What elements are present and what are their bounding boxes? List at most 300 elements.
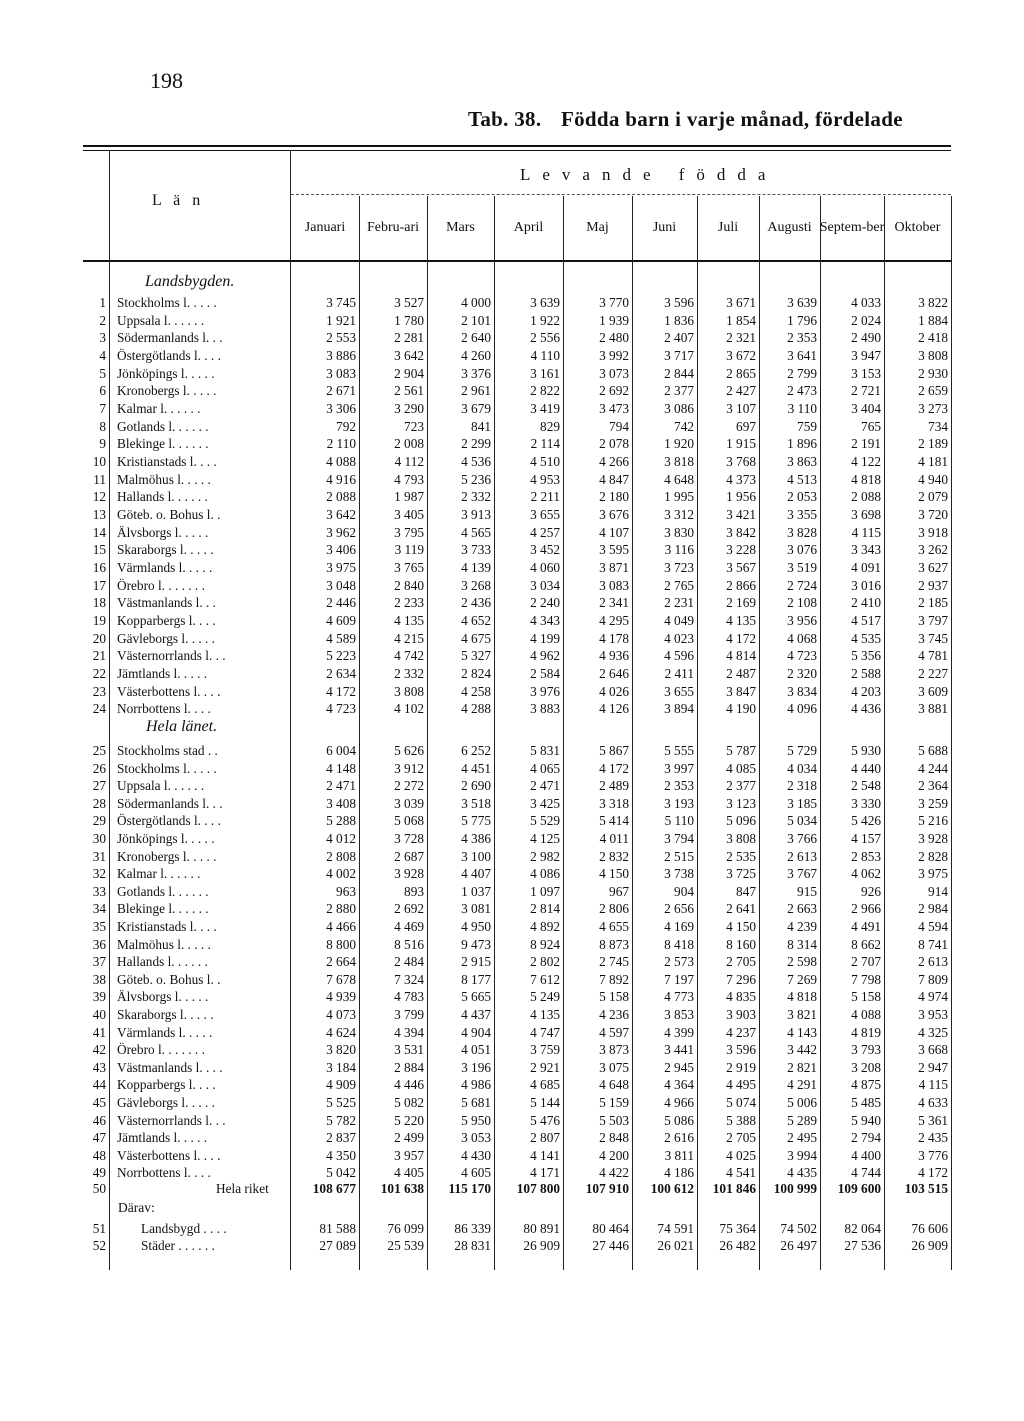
table-row <box>86 647 952 664</box>
table-cell: 4 405 <box>394 1165 424 1181</box>
county-name: Skaraborgs l. . . . . <box>117 1007 214 1022</box>
table-cell: 2 705 <box>726 954 756 970</box>
table-cell: 4 181 <box>918 453 948 469</box>
row-number: 44 <box>92 1077 106 1093</box>
table-row <box>86 400 952 417</box>
county-name: Jämtlands l. . . . . <box>117 665 208 681</box>
table-cell: 3 290 <box>394 400 424 416</box>
table-cell: 4 141 <box>530 1147 560 1163</box>
row-number: 36 <box>92 936 106 952</box>
table-cell: 4 535 <box>851 630 881 646</box>
table-cell: 4 407 <box>461 866 491 882</box>
table-cell: 2 418 <box>918 330 948 346</box>
table-row <box>86 795 952 812</box>
table-cell: 4 430 <box>461 1147 491 1163</box>
table-cell: 4 723 <box>787 648 817 664</box>
table-cell: 2 588 <box>851 665 881 681</box>
table-cell: 2 584 <box>530 665 560 681</box>
table-cell: 4 085 <box>726 760 756 776</box>
table-cell: 3 821 <box>787 1007 817 1022</box>
table-cell: 4 350 <box>326 1147 356 1163</box>
table-cell: 3 161 <box>530 365 560 381</box>
table-row <box>86 312 952 329</box>
table-cell: 5 930 <box>851 743 881 758</box>
top-rule-thin <box>83 150 951 151</box>
table-cell: 3 081 <box>461 901 491 917</box>
table-row <box>86 594 952 611</box>
table-cell: 2 436 <box>461 595 491 611</box>
table-cell: 2 446 <box>326 595 356 611</box>
table-row <box>86 541 952 558</box>
county-name: Landsbygd . . . . <box>141 1221 227 1236</box>
table-cell: 5 525 <box>326 1095 356 1110</box>
table-cell: 4 200 <box>599 1147 629 1163</box>
table-cell: 4 936 <box>599 648 629 664</box>
table-cell: 3 595 <box>599 542 629 558</box>
table-cell: 2 079 <box>918 489 948 505</box>
table-cell: 3 527 <box>394 295 424 310</box>
row-number: 30 <box>92 831 106 846</box>
table-cell: 4 157 <box>851 831 881 846</box>
table-cell: 2 088 <box>326 489 356 505</box>
county-name: Kronobergs l. . . . . <box>117 383 217 399</box>
table-cell: 5 068 <box>394 813 424 829</box>
table-cell: 26 909 <box>523 1238 560 1253</box>
table-cell: 2 320 <box>787 665 817 681</box>
table-row <box>86 612 952 629</box>
table-row <box>86 1041 952 1058</box>
table-cell: 847 <box>736 883 756 899</box>
table-row <box>86 988 952 1005</box>
table-cell: 2 101 <box>461 312 491 328</box>
table-cell: 8 314 <box>787 936 817 952</box>
table-cell: 7 798 <box>851 971 881 987</box>
table-cell: 3 728 <box>394 831 424 846</box>
table-cell: 2 724 <box>787 577 817 593</box>
county-name: Kalmar l. . . . . . <box>117 866 201 882</box>
table-cell: 2 690 <box>461 778 491 794</box>
county-name: Jämtlands l. . . . . <box>117 1130 208 1146</box>
table-cell: 915 <box>797 883 817 899</box>
table-cell: 3 818 <box>664 453 694 469</box>
row-number: 23 <box>92 683 106 699</box>
table-cell: 2 487 <box>726 665 756 681</box>
table-cell: 3 767 <box>787 866 817 882</box>
table-cell: 2 634 <box>326 665 356 681</box>
table-cell: 2 281 <box>394 330 424 346</box>
table-cell: 1 836 <box>664 312 694 328</box>
table-cell: 26 021 <box>657 1238 694 1253</box>
table-cell: 4 916 <box>326 471 356 487</box>
table-cell: 5 476 <box>530 1112 560 1128</box>
county-name: Västmanlands l. . . <box>117 595 216 611</box>
table-cell: 2 806 <box>599 901 629 917</box>
table-cell: 3 776 <box>918 1147 948 1163</box>
section-hela-lanet: Hela länet. <box>146 718 218 735</box>
table-cell: 3 123 <box>726 795 756 811</box>
table-cell: 3 355 <box>787 506 817 522</box>
row-number: 7 <box>99 400 106 416</box>
row-number: 18 <box>92 595 106 611</box>
county-name: Blekinge l. . . . . . <box>117 901 209 917</box>
county-name: Kronobergs l. . . . . <box>117 848 217 864</box>
table-cell: 4 143 <box>787 1024 817 1040</box>
table-cell: 4 025 <box>726 1147 756 1163</box>
table-cell: 4 652 <box>461 612 491 628</box>
page-number: 198 <box>150 68 183 93</box>
table-cell: 4 026 <box>599 683 629 699</box>
row-number: 51 <box>92 1221 106 1236</box>
table-cell: 3 794 <box>664 831 694 846</box>
table-cell: 4 655 <box>599 919 629 934</box>
table-cell: 2 659 <box>918 383 948 399</box>
table-cell: 3 073 <box>599 365 629 381</box>
table-cell: 4 819 <box>851 1024 881 1040</box>
table-row <box>86 1059 952 1076</box>
table-cell: 904 <box>674 883 694 899</box>
table-cell: 3 376 <box>461 365 491 381</box>
table-row <box>86 435 952 452</box>
table-cell: 4 049 <box>664 612 694 628</box>
table-row <box>86 365 952 382</box>
table-cell: 4 510 <box>530 453 560 469</box>
table-cell: 4 818 <box>787 989 817 1005</box>
table-cell: 4 773 <box>664 989 694 1005</box>
table-cell: 8 160 <box>726 936 756 952</box>
table-cell: 82 064 <box>844 1221 881 1236</box>
table-title-text: Födda barn i varje månad, fördelade <box>560 107 903 131</box>
table-cell: 2 598 <box>787 954 817 970</box>
table-cell: 3 830 <box>664 524 694 540</box>
table-cell: 4 747 <box>530 1024 560 1040</box>
table-cell: 3 811 <box>664 1147 694 1163</box>
table-cell: 3 717 <box>664 347 694 363</box>
county-name: Kristianstads l. . . . <box>117 453 217 469</box>
table-cell: 5 249 <box>530 989 560 1005</box>
table-cell: 3 425 <box>530 795 560 811</box>
table-cell: 7 296 <box>726 971 756 987</box>
table-row <box>86 524 952 541</box>
table-cell: 2 919 <box>726 1059 756 1075</box>
table-cell: 1 097 <box>530 883 560 899</box>
table-cell: 27 446 <box>592 1238 629 1253</box>
table-cell: 4 110 <box>530 347 560 363</box>
table-cell: 2 866 <box>726 577 756 593</box>
table-cell: 1 956 <box>726 489 756 505</box>
table-cell: 5 086 <box>664 1112 694 1128</box>
table-cell: 1 922 <box>530 312 560 328</box>
row-number: 17 <box>92 577 106 593</box>
table-cell: 4 190 <box>726 701 756 717</box>
table-cell: 5 426 <box>851 813 881 829</box>
table-cell: 3 766 <box>787 831 817 846</box>
county-name: Västernorrlands l. . . <box>117 1112 226 1128</box>
table-cell: 2 364 <box>918 778 948 794</box>
row-number: 1 <box>99 295 106 310</box>
table-cell: 734 <box>928 418 948 434</box>
table-cell: 2 473 <box>787 383 817 399</box>
row-number: 10 <box>92 453 106 469</box>
table-cell: 3 531 <box>394 1042 424 1058</box>
table-cell: 1 037 <box>461 883 491 899</box>
table-cell: 2 640 <box>461 330 491 346</box>
county-name: Malmöhus l. . . . . <box>117 936 211 952</box>
table-cell: 5 289 <box>787 1112 817 1128</box>
row-number: 16 <box>92 559 106 575</box>
month-header: Juli <box>717 220 739 235</box>
table-cell: 5 356 <box>851 648 881 664</box>
county-name: Gotlands l. . . . . . <box>117 883 209 899</box>
table-cell: 5 110 <box>664 813 694 829</box>
table-cell: 2 553 <box>326 330 356 346</box>
row-number: 47 <box>92 1130 106 1146</box>
table-cell: 2 114 <box>530 436 560 452</box>
table-cell: 3 720 <box>918 506 948 522</box>
table-cell: 1 884 <box>918 312 948 328</box>
table-cell: 3 976 <box>530 683 560 699</box>
county-name: Städer . . . . . . <box>141 1238 215 1253</box>
table-cell: 76 606 <box>911 1221 948 1236</box>
table-row <box>86 453 952 470</box>
table-row <box>86 865 952 882</box>
table-row <box>86 1076 952 1093</box>
table-cell: 4 633 <box>918 1095 948 1110</box>
row-number: 4 <box>99 347 106 363</box>
table-cell: 4 685 <box>530 1077 560 1093</box>
table-cell: 4 892 <box>530 919 560 934</box>
county-name: Hela riket <box>216 1181 269 1196</box>
table-cell: 2 561 <box>394 383 424 399</box>
table-cell: 4 437 <box>461 1007 491 1022</box>
table-cell: 4 950 <box>461 919 491 934</box>
table-cell: 100 612 <box>650 1181 694 1196</box>
table-cell: 3 083 <box>599 577 629 593</box>
row-number: 49 <box>92 1165 106 1181</box>
table-cell: 81 588 <box>319 1221 356 1236</box>
table-row <box>86 777 952 794</box>
table-cell: 2 808 <box>326 848 356 864</box>
table-cell: 4 112 <box>394 453 424 469</box>
table-cell: 26 909 <box>911 1238 948 1253</box>
table-cell: 5 327 <box>461 648 491 664</box>
table-cell: 2 721 <box>851 383 881 399</box>
table-cell: 6 252 <box>461 743 491 758</box>
table-cell: 26 497 <box>780 1238 817 1253</box>
table-cell: 3 119 <box>394 542 424 558</box>
table-cell: 3 962 <box>326 524 356 540</box>
table-row <box>86 1237 952 1254</box>
table-cell: 2 947 <box>918 1059 948 1075</box>
table-cell: 8 924 <box>530 936 560 952</box>
table-cell: 2 915 <box>461 954 491 970</box>
table-cell: 4 115 <box>851 524 881 540</box>
table-cell: 963 <box>336 883 356 899</box>
county-name: Stockholms l. . . . . <box>117 760 217 776</box>
row-number: 39 <box>92 989 106 1005</box>
table-row <box>86 1129 952 1146</box>
table-cell: 1 896 <box>787 436 817 452</box>
table-cell: 2 180 <box>599 489 629 505</box>
table-cell: 3 668 <box>918 1042 948 1058</box>
row-number: 31 <box>92 848 106 864</box>
table-cell: 3 793 <box>851 1042 881 1058</box>
county-name: Malmöhus l. . . . . <box>117 471 211 487</box>
table-cell: 3 725 <box>726 866 756 882</box>
table-cell: 2 435 <box>918 1130 948 1146</box>
table-cell: 2 837 <box>326 1130 356 1146</box>
table-cell: 4 122 <box>851 453 881 469</box>
row-number: 11 <box>93 471 106 487</box>
row-number: 6 <box>99 383 106 399</box>
table-row <box>86 471 952 488</box>
table-cell: 3 076 <box>787 542 817 558</box>
table-cell: 4 536 <box>461 453 491 469</box>
table-cell: 5 288 <box>326 813 356 829</box>
table-cell: 3 759 <box>530 1042 560 1058</box>
table-cell: 3 797 <box>918 612 948 628</box>
table-cell: 76 099 <box>387 1221 424 1236</box>
table-cell: 115 170 <box>448 1181 491 1196</box>
county-name: Västernorrlands l. . . <box>117 648 226 664</box>
table-cell: 4 818 <box>851 471 881 487</box>
table-cell: 4 399 <box>664 1024 694 1040</box>
row-number: 34 <box>92 901 106 917</box>
table-cell: 3 913 <box>461 506 491 522</box>
table-cell: 5 688 <box>918 743 948 758</box>
table-cell: 926 <box>861 883 881 899</box>
row-number: 41 <box>92 1024 106 1040</box>
county-name: Västmanlands l. . . . <box>117 1059 223 1075</box>
table-cell: 2 687 <box>394 848 424 864</box>
table-cell: 3 808 <box>918 347 948 363</box>
table-cell: 4 648 <box>664 471 694 487</box>
table-cell: 3 153 <box>851 365 881 381</box>
table-cell: 4 135 <box>530 1007 560 1022</box>
table-cell: 101 638 <box>380 1181 424 1196</box>
table-cell: 3 828 <box>787 524 817 540</box>
row-number: 3 <box>99 330 106 346</box>
table-cell: 4 422 <box>599 1165 629 1181</box>
table-cell: 4 909 <box>326 1077 356 1093</box>
table-cell: 4 178 <box>599 630 629 646</box>
table-cell: 2 515 <box>664 848 694 864</box>
table-title <box>468 107 903 132</box>
table-cell: 2 656 <box>664 901 694 917</box>
table-cell: 3 738 <box>664 866 694 882</box>
table-cell: 2 663 <box>787 901 817 917</box>
table-cell: 3 903 <box>726 1007 756 1022</box>
table-cell: 100 999 <box>773 1181 817 1196</box>
table-cell: 2 822 <box>530 383 560 399</box>
table-cell: 4 783 <box>394 989 424 1005</box>
table-row <box>86 812 952 829</box>
table-cell: 4 088 <box>326 453 356 469</box>
month-header: Juni <box>652 220 677 235</box>
table-cell: 2 495 <box>787 1130 817 1146</box>
table-cell: 2 824 <box>461 665 491 681</box>
table-cell: 2 053 <box>787 489 817 505</box>
table-cell: 2 189 <box>918 436 948 452</box>
table-cell: 86 339 <box>454 1221 491 1236</box>
table-cell: 4 451 <box>461 760 491 776</box>
row-number: 37 <box>92 954 106 970</box>
table-cell: 3 853 <box>664 1007 694 1022</box>
table-cell: 3 116 <box>664 542 694 558</box>
table-cell: 5 729 <box>787 743 817 758</box>
row-number: 12 <box>92 489 106 505</box>
table-cell: 3 596 <box>726 1042 756 1058</box>
table-row <box>86 1220 952 1237</box>
table-row <box>86 382 952 399</box>
row-number: 25 <box>92 743 106 758</box>
table-cell: 4 068 <box>787 630 817 646</box>
table-cell: 5 503 <box>599 1112 629 1128</box>
table-row <box>86 1164 952 1181</box>
table-cell: 2 240 <box>530 595 560 611</box>
table-cell: 3 228 <box>726 542 756 558</box>
month-header: Septem- ber <box>819 220 885 235</box>
table-cell: 3 312 <box>664 506 694 522</box>
table-cell: 2 705 <box>726 1130 756 1146</box>
table-cell: 4 466 <box>326 919 356 934</box>
table-cell: 2 548 <box>851 778 881 794</box>
table-cell: 2 231 <box>664 595 694 611</box>
county-name: Värmlands l. . . . . <box>117 1024 213 1040</box>
table-cell: 1 780 <box>394 312 424 328</box>
table-cell: 5 775 <box>461 813 491 829</box>
county-name: Västerbottens l. . . . <box>117 1147 221 1163</box>
table-cell: 5 831 <box>530 743 560 758</box>
table-cell: 5 006 <box>787 1095 817 1110</box>
table-cell: 3 442 <box>787 1042 817 1058</box>
table-cell: 1 921 <box>326 312 356 328</box>
table-cell: 2 410 <box>851 595 881 611</box>
table-cell: 4 394 <box>394 1024 424 1040</box>
county-name: Göteb. o. Bohus l. . <box>117 971 221 987</box>
table-cell: 2 377 <box>726 778 756 794</box>
table-cell: 4 148 <box>326 760 356 776</box>
table-cell: 5 681 <box>461 1095 491 1110</box>
month-header: Januari <box>304 220 346 235</box>
county-name: Örebro l. . . . . . . <box>117 1042 205 1058</box>
table-cell: 4 186 <box>664 1165 694 1181</box>
table-cell: 3 671 <box>726 295 756 310</box>
section-landsbygden: Landsbygden. <box>145 273 235 290</box>
table-cell: 4 237 <box>726 1024 756 1040</box>
table-cell: 2 535 <box>726 848 756 864</box>
table-cell: 4 781 <box>918 648 948 664</box>
table-row <box>86 883 952 900</box>
table-cell: 2 407 <box>664 330 694 346</box>
county-name: Kalmar l. . . . . . <box>117 400 201 416</box>
table-cell: 4 096 <box>787 701 817 717</box>
table-cell: 109 600 <box>837 1181 881 1196</box>
table-cell: 3 975 <box>326 559 356 575</box>
table-cell: 4 172 <box>326 683 356 699</box>
county-name: Södermanlands l. . . <box>117 330 223 346</box>
row-number: 8 <box>99 418 106 434</box>
table-row <box>86 971 952 988</box>
table-cell: 5 216 <box>918 813 948 829</box>
table-cell: 3 768 <box>726 453 756 469</box>
table-cell: 4 257 <box>530 524 560 540</box>
table-cell: 2 646 <box>599 665 629 681</box>
table-cell: 3 596 <box>664 295 694 310</box>
county-name: Hallands l. . . . . . <box>117 489 208 505</box>
table-cell: 3 268 <box>461 577 491 593</box>
table-cell: 4 033 <box>851 295 881 310</box>
table-cell: 3 193 <box>664 795 694 811</box>
